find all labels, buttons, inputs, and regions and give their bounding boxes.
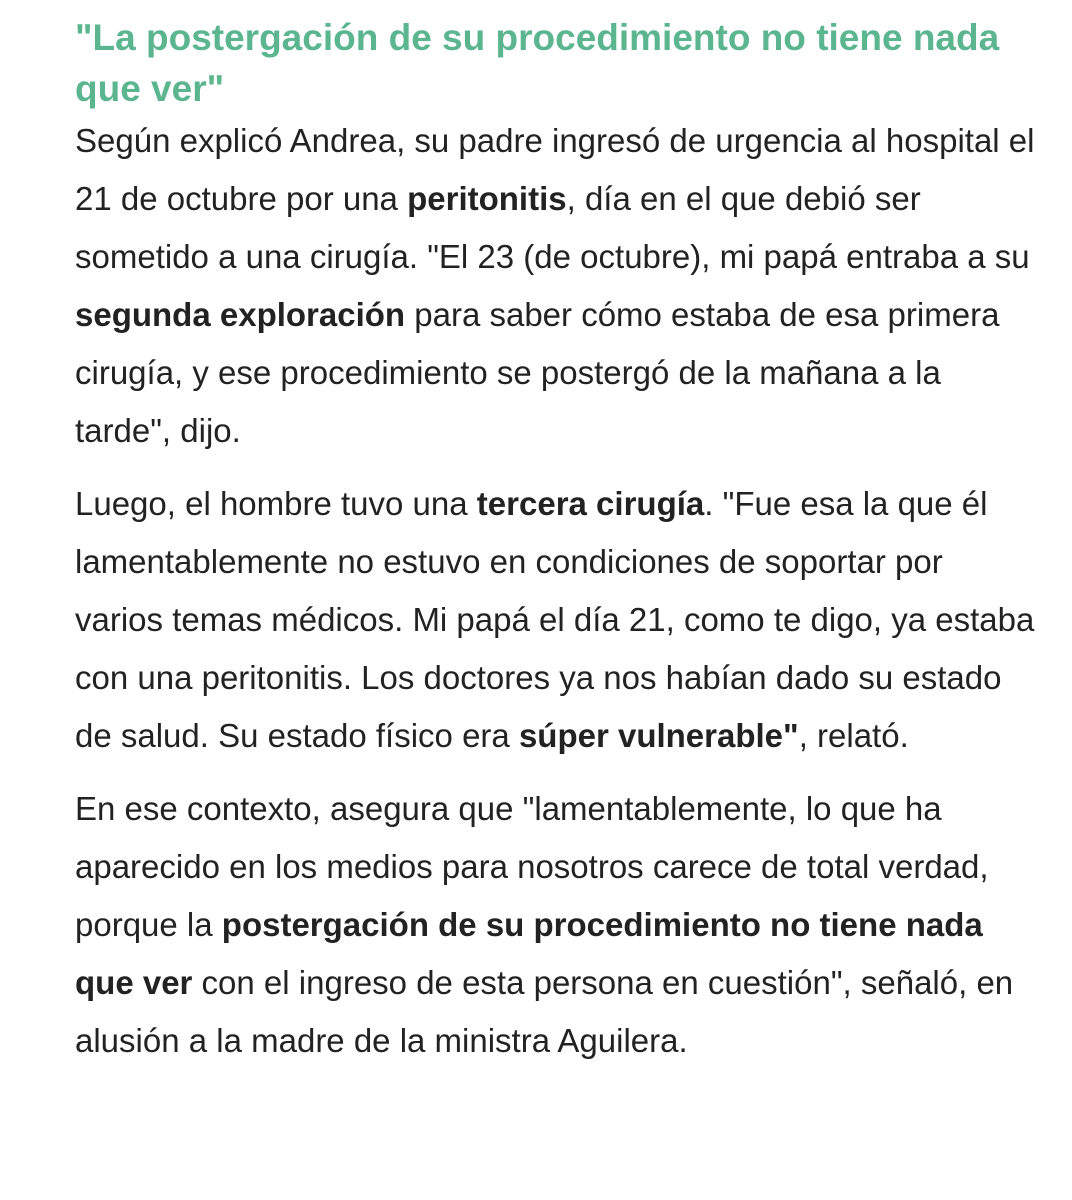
paragraph-text: , día en el que debió ser sometido a una cirugía. "El 23 (de octubre), mi papá entraba a su: [75, 180, 1030, 275]
paragraph-text: . "Fue esa la que él lamentablemente no estuvo en condiciones de soportar por varios temas médicos. Mi papá el día 21, como te digo, ya estaba con una peritonitis. Los doctores ya nos habían dado su estado de salud. Su estado físico era: [75, 485, 1035, 754]
paragraph-text: Luego, el hombre tuvo una: [75, 485, 477, 522]
paragraph-text: con el ingreso de esta persona en cuestión", señaló, en alusión a la madre de la ministra Aguilera.: [75, 964, 1014, 1059]
paragraph-3: [75, 780, 1035, 1070]
bold-text: segunda exploración: [75, 296, 406, 333]
bold-text: tercera cirugía: [476, 485, 705, 522]
bold-text: súper vulnerable": [518, 717, 799, 754]
paragraph-text: para saber cómo estaba de esa primera cirugía, y ese procedimiento se postergó de la mañana a la tarde", dijo.: [75, 296, 1000, 449]
paragraph-text: Según explicó Andrea, su padre ingresó de urgencia al hospital el 21 de octubre por una: [75, 122, 1035, 217]
article-subheading: "La postergación de su procedimiento no tiene nada que ver": [75, 17, 1000, 109]
paragraph-text: En ese contexto, asegura que "lamentablemente, lo que ha aparecido en los medios para nosotros carece de total verdad, porque la: [75, 790, 989, 943]
article-body: [75, 12, 1035, 1070]
paragraph-2: [75, 475, 1035, 765]
bold-text: peritonitis: [407, 180, 567, 217]
paragraph-text: , relató.: [798, 717, 909, 754]
paragraph-1: [75, 112, 1035, 460]
bold-text: postergación de su procedimiento no tiene nada que ver: [75, 906, 983, 1001]
